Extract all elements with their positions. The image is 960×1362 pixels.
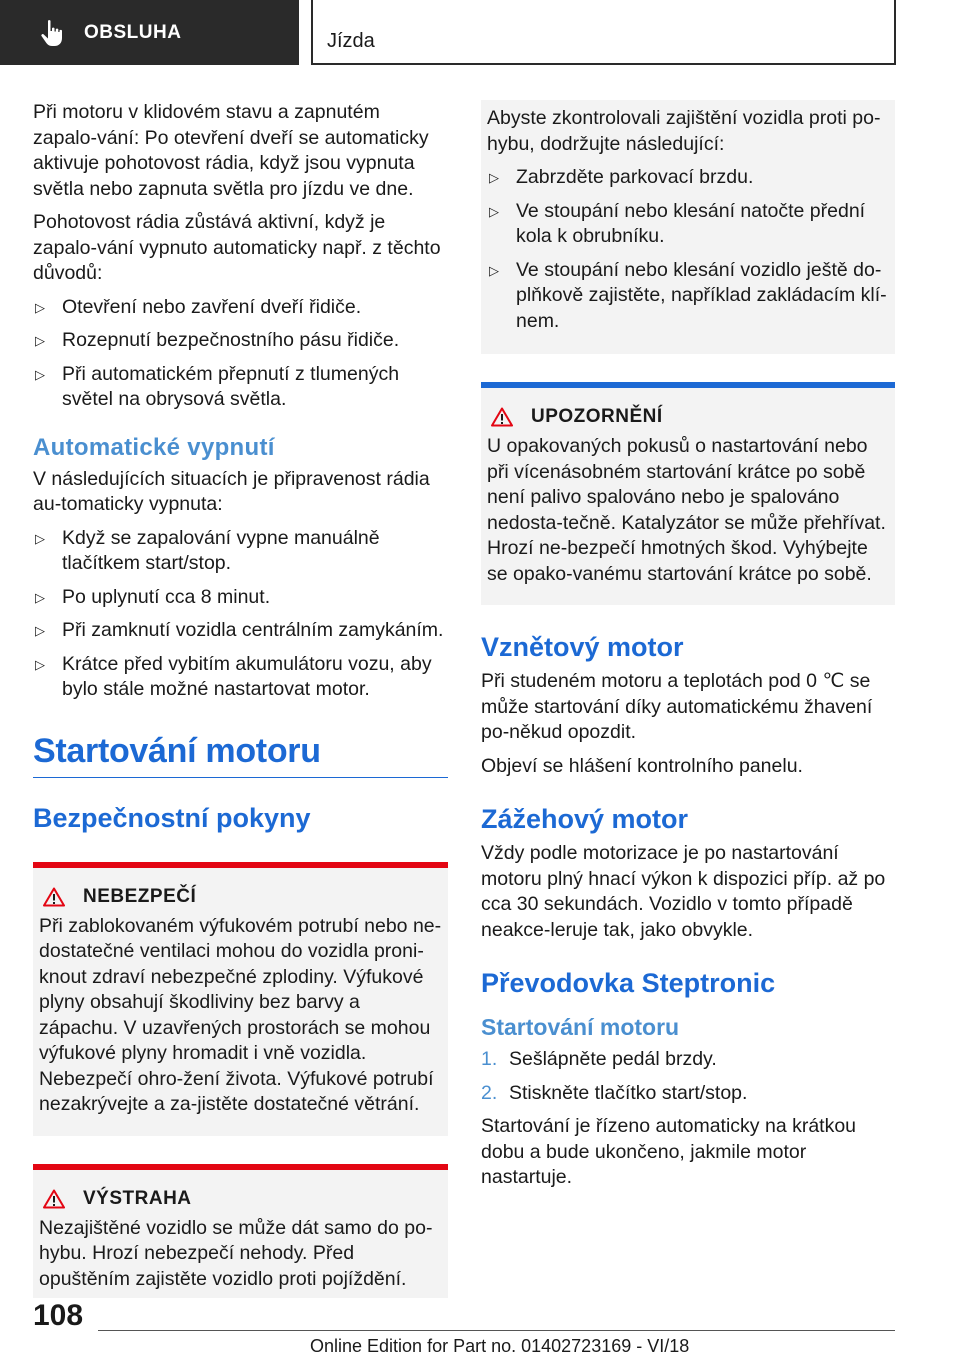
bullet-list — [33, 526, 448, 703]
left-column — [33, 100, 448, 1298]
warning-triangle-icon — [43, 1189, 65, 1209]
warning-triangle-icon — [491, 407, 513, 427]
page-number: 108 — [33, 1299, 84, 1332]
hand-pointer-icon — [40, 19, 64, 47]
subheading-auto-off: Automatické vypnutí — [33, 433, 275, 461]
warning-title: VÝSTRAHA — [83, 1187, 192, 1209]
list-item: ▷ Rozepnutí bezpečnostního pásu řidiče. — [33, 328, 448, 354]
list-item: ▷ Ve stoupání nebo klesání natočte přední kola k obrubníku. — [487, 199, 889, 250]
heading-safety: Bezpečnostní pokyny — [33, 802, 311, 833]
paragraph: Abyste zkontrolovali zajištění vozidla proti po-hybu, dodržujte následující: — [487, 107, 881, 155]
list-item: ▷ Krátce před vybitím akumulátoru vozu, aby bylo stále možné nastartovat motor. — [33, 652, 448, 703]
danger-note — [33, 862, 448, 1136]
list-item: 1. Sešlápněte pedál brzdy. — [481, 1048, 717, 1070]
section-tab — [0, 0, 299, 65]
caution-note — [481, 382, 895, 605]
bullet-list — [487, 165, 889, 334]
paragraph: Objeví se hlášení kontrolního panelu. — [481, 754, 803, 777]
list-item: 2. Stiskněte tlačítko start/stop. — [481, 1081, 748, 1104]
list-item: ▷ Otevření nebo zavření dveří řidiče. — [33, 295, 448, 321]
securing-box — [481, 100, 895, 354]
section-tab-label: OBSLUHA — [84, 21, 182, 43]
heading-diesel: Vznětový motor — [481, 632, 684, 662]
list-item: ▷ Zabrzděte parkovací brzdu. — [487, 165, 889, 191]
warning-text: Nezajištěné vozidlo se může dát samo do po-hybu. Hrozí nebezpečí nehody. Před opuštěním zajistěte vozidlo proti pojíždění. — [39, 1216, 433, 1290]
danger-title: NEBEZPEČÍ — [83, 885, 197, 907]
danger-text: Při zablokovaném výfukovém potrubí nebo ne-dostatečné ventilaci mohou do vozidla proni-knout zdraví nebezpečné zplodiny. Výfukové plyny obsahují škodliviny bez barvy a zápachu. V uzavřených prostorách se mohou výfukové plyny hromadit i vně vozidla. Nebezpečí ohro-žení života. Výfukové potrubí nezakrývejte a za-jistěte dostatečné větrání. — [39, 914, 442, 1115]
paragraph: V následujících situacích je připravenost rádia au-tomaticky vypnuta: — [33, 467, 430, 515]
footer-edition: Online Edition for Part no. 01402723169 - VI/18 — [310, 1336, 690, 1356]
bullet-list — [33, 295, 448, 413]
chapter-title: Jízda — [327, 30, 375, 52]
caution-title: UPOZORNĚNÍ — [531, 406, 663, 427]
chapter-header — [311, 0, 896, 65]
paragraph: Pohotovost rádia zůstává aktivní, když je zapalo-vání vypnuto automaticky např. z těchto důvodů: — [33, 211, 441, 284]
subheading-steptronic-start: Startování motoru — [481, 1014, 680, 1040]
list-item: ▷ Při zamknutí vozidla centrálním zamykáním. — [33, 618, 448, 644]
paragraph: Vždy podle motorizace je po nastartování motoru plný hnací výkon k dispozici příp. až po cca 30 sekundách. Vozidlo v tomto případě neakce-leruje tak, jako obvykle. — [481, 842, 886, 941]
list-item: ▷ Při automatickém přepnutí z tlumených světel na obrysová světla. — [33, 362, 448, 413]
heading-petrol: Zážehový motor — [481, 804, 689, 834]
paragraph: Při motoru v klidovém stavu a zapnutém zapalo-vání: Po otevření dveří se automaticky aktivuje pohotovost rádia, když jsou vypnuta světla nebo zapnuta světla pro jízdu ve dne. — [33, 101, 429, 200]
list-item: ▷ Po uplynutí cca 8 minut. — [33, 585, 448, 611]
heading-steptronic: Převodovka Steptronic — [481, 968, 776, 998]
paragraph: Při studeném motoru a teplotách pod 0 ℃ se může startování díky automatickému žhavení po-někud opozdit. — [481, 670, 873, 743]
paragraph: Startování je řízeno automaticky na krátkou dobu a bude ukončeno, jakmile motor nastartuje. — [481, 1115, 857, 1188]
warning-triangle-icon — [43, 887, 65, 907]
footer-divider — [98, 1330, 895, 1331]
right-column — [481, 100, 895, 1199]
numbered-list — [481, 1047, 895, 1106]
warning-note — [33, 1164, 448, 1299]
heading-engine-start: Startování motoru — [33, 731, 448, 778]
caution-text: U opakovaných pokusů o nastartování nebo při vícenásobném startování krátce po sobě není palivo spalováno nebo je spalováno nedosta-tečně. Katalyzátor se může přehřívat. Hrozí ne-bezpečí hmotných škod. Vyhýbejte se opako-vanému startování krátce po sobě. — [487, 435, 886, 585]
list-item: ▷ Ve stoupání nebo klesání vozidlo ještě do-plňkově zajistěte, například zakládacím klí-nem. — [487, 258, 889, 335]
list-item: ▷ Když se zapalování vypne manuálně tlačítkem start/stop. — [33, 526, 448, 577]
